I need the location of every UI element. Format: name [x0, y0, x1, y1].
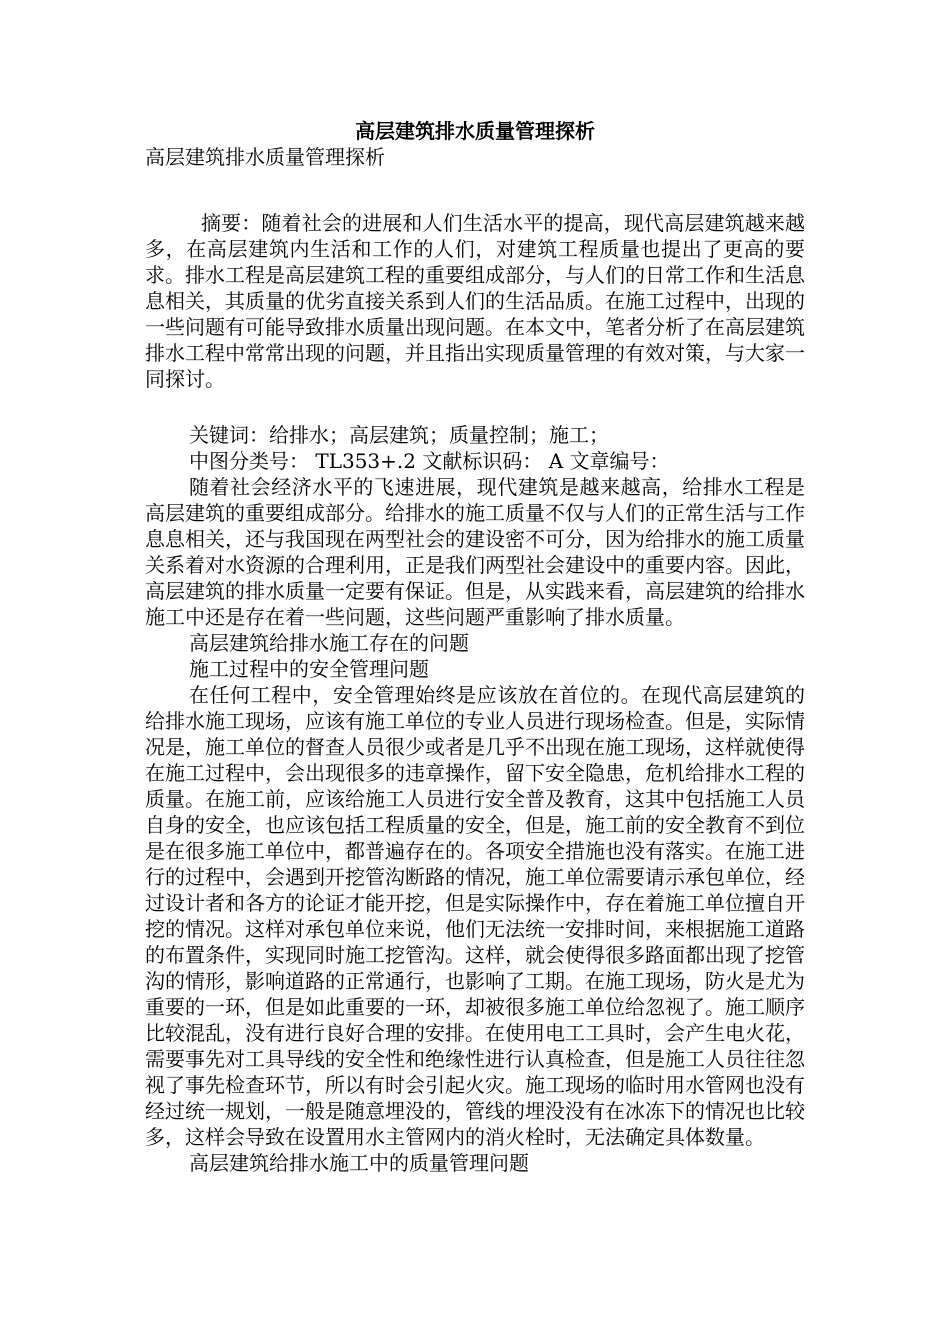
intro-paragraph: 随着社会经济水平的飞速进展，现代建筑是越来越高，给排水工程是高层建筑的重要组成部分。给排水的施工质量不仅与人们的正常生活与工作息息相关，还与我国现在两型社会的建设密不可分，因为给排水的施工质量关系着对水资源的合理利用，正是我们两型社会建设中的重要内容。因此，高层建筑的排水质量一定要有保证。但是，从实践来看，高层建筑的给排水施工中还是存在着一些问题，这些问题严重影响了排水质量。	[145, 475, 805, 629]
classification-line: 中图分类号： TL353+.2 文献标识码： A 文章编号：	[189, 449, 670, 473]
abstract-paragraph: 摘要：随着社会的进展和人们生活水平的提高，现代高层建筑越来越多，在高层建筑内生活和工作的人们，对建筑工程质量也提出了更高的要求。排水工程是高层建筑工程的重要组成部分，与人们的日常工作和生活息息相关，其质量的优劣直接关系到人们的生活品质。在施工过程中，出现的一些问题有可能导致排水质量出现问题。在本文中，笔者分析了在高层建筑排水工程中常常出现的问题，并且指出实现质量管理的有效对策，与大家一同探讨。	[145, 211, 805, 391]
document-page	[145, 118, 805, 1176]
subsection-heading-safety: 施工过程中的安全管理问题	[189, 657, 429, 681]
safety-body-paragraph: 在任何工程中，安全管理始终是应该放在首位的。在现代高层建筑的给排水施工现场，应该有施工单位的专业人员进行现场检查。但是，实际情况是，施工单位的督查人员很少或者是几乎不出现在施工现场，这样就使得在施工过程中，会出现很多的违章操作，留下安全隐患，危机给排水工程的质量。在施工前，应该给施工人员进行安全普及教育，这其中包括施工人员自身的安全，也应该包括工程质量的安全，但是，施工前的安全教育不到位是在很多施工单位中，都普遍存在的。各项安全措施也没有落实。在施工进行的过程中，会遇到开挖管沟断路的情况，施工单位需要请示承包单位，经过设计者和各方的论证才能开挖，但是实际操作中，存在着施工单位擅自开挖的情况。这样对承包单位来说，他们无法统一安排时间，来根据施工道路的布置条件，实现同时施工挖管沟。这样，就会使得很多路面都出现了挖管沟的情形，影响道路的正常通行，也影响了工期。在施工现场，防火是尤为重要的一环，但是如此重要的一环，却被很多施工单位给忽视了。施工顺序比较混乱，没有进行良好合理的安排。在使用电工工具时，会产生电火花，需要事先对工具导线的安全性和绝缘性进行认真检查，但是施工人员往往忽视了事先检查环节，所以有时会引起火灾。施工现场的临时用水管网也没有经过统一规划，一般是随意埋没的，管线的埋没没有在冰冻下的情况也比较多，这样会导致在设置用水主管网内的消火栓时，无法确定具体数量。	[145, 683, 805, 1149]
section-heading-problems: 高层建筑给排水施工存在的问题	[189, 631, 469, 655]
document-subtitle: 高层建筑排水质量管理探析	[145, 145, 385, 169]
document-title: 高层建筑排水质量管理探析	[355, 119, 595, 143]
keywords-line: 关键词：给排水；高层建筑；质量控制；施工；	[189, 423, 609, 447]
subsection-heading-quality: 高层建筑给排水施工中的质量管理问题	[189, 1151, 529, 1175]
spacer	[145, 392, 805, 422]
